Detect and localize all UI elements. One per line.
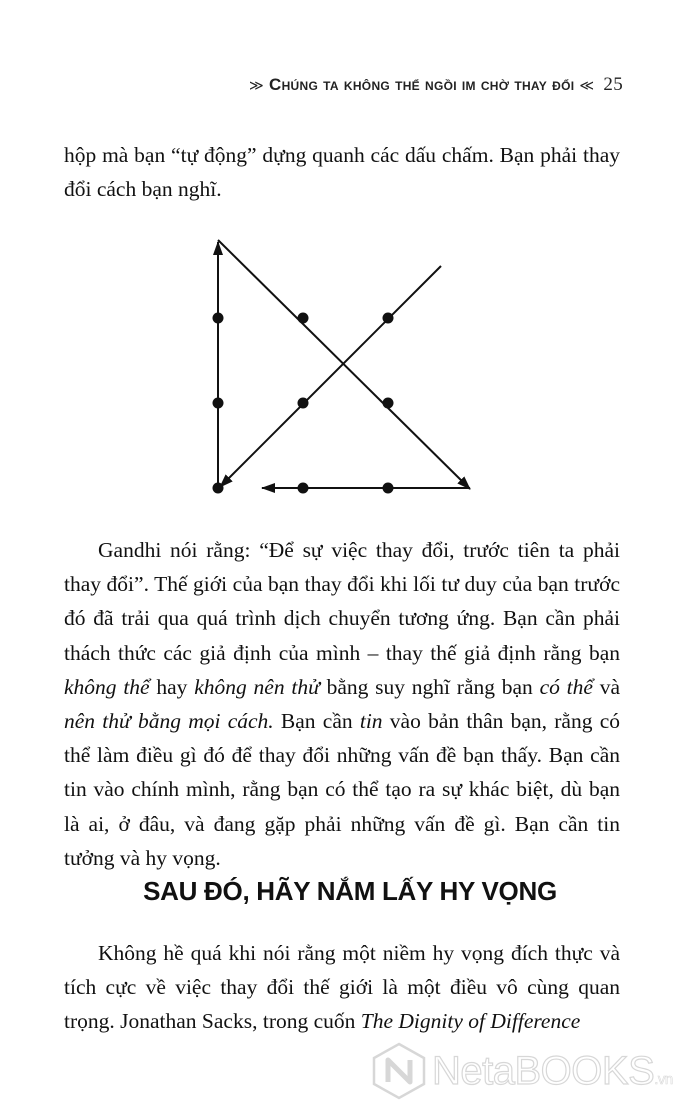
header-close-glyph: ≪ — [579, 77, 595, 93]
netabooks-watermark — [372, 1036, 692, 1106]
text-run: Không hề quá khi nói rằng một niềm hy vọng đích thực và tích cực về việc thay đổi thế giới là một điều vô cùng quan trọng. Jonathan Sacks, trong cuốn — [64, 941, 620, 1034]
puzzle-dot — [383, 483, 394, 494]
watermark-brand: NetaBOOKS — [432, 1048, 655, 1093]
emphasis-text: không thể — [64, 674, 150, 699]
puzzle-dot — [213, 398, 224, 409]
emphasis-text: không nên thử — [194, 674, 320, 699]
watermark-suffix: .vn — [654, 1070, 673, 1088]
puzzle-dot — [213, 313, 224, 324]
puzzle-dot — [213, 483, 224, 494]
text-run: bằng suy nghĩ rằng bạn — [319, 674, 540, 699]
emphasis-text: nên thử bằng mọi cách. — [64, 709, 274, 734]
text-run: vào bản thân bạn, rằng có thể làm điều gì đó để thay đổi những vấn đề bạn thấy. Bạn cần tin vào chính mình, rằng bạn có thể tạo ra sự khác biệt, dù bạn là ai, ở đâu, và đang gặp phải những vấn đề gì. Bạn cần tin tưởng và hy vọng. — [64, 709, 621, 870]
book-title: The Dignity of Difference — [360, 1009, 581, 1034]
text-run: và — [592, 674, 621, 699]
paragraph-intro: hộp mà bạn “tự động” dựng quanh các dấu chấm. Bạn phải thay đổi cách bạn nghĩ. — [64, 143, 620, 202]
puzzle-dot — [383, 398, 394, 409]
text-run: Bạn cần — [273, 709, 360, 734]
text-run: hay — [149, 674, 195, 699]
paragraph-hope — [64, 936, 620, 1039]
nine-dots-puzzle — [0, 0, 700, 520]
header-title: Chúng ta không thể ngồi im chờ thay đổi — [269, 75, 575, 94]
section-heading: SAU ĐÓ, HÃY NẮM LẤY HY VỌNG — [143, 876, 557, 906]
emphasis-text: tin — [359, 709, 383, 734]
netabooks-logo-icon — [372, 1042, 426, 1100]
puzzle-line-diagonal-up — [220, 266, 441, 487]
paragraph-gandhi — [64, 533, 620, 875]
watermark-text — [432, 1049, 673, 1094]
puzzle-dot — [298, 398, 309, 409]
puzzle-dot — [298, 313, 309, 324]
page-number: 25 — [603, 74, 623, 95]
text-run: Gandhi nói rằng: “Để sự việc thay đổi, trước tiên ta phải thay đổi”. Thế giới của bạn thay đổi khi lối tư duy của bạn trước đó đã trải qua quá trình dịch chuyển tương ứng. Bạn cần phải thách thức các giả định của mình – thay thế giả định rằng bạn — [64, 538, 620, 665]
header-open-glyph: ≫ — [249, 77, 264, 93]
puzzle-dot — [298, 483, 309, 494]
puzzle-dot — [383, 313, 394, 324]
emphasis-text: có thể — [539, 674, 593, 699]
